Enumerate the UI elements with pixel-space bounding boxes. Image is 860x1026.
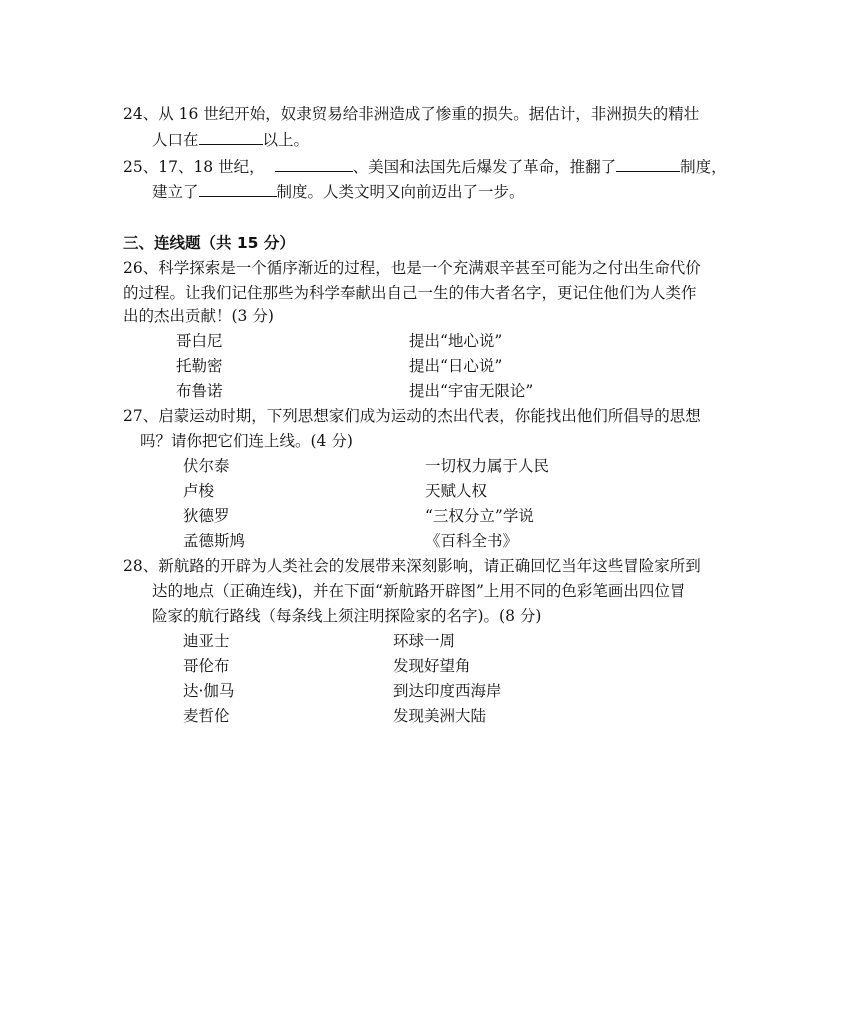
q27-right-item[interactable]: 《百科全书》 [425,532,519,550]
section-3-title: 三、连线题（共 15 分） [123,234,295,252]
q25-text-d: 建立了 [152,183,199,201]
q27-left-item[interactable]: 孟德斯鸠 [183,532,246,550]
q24-text-b: 以上。 [262,131,310,149]
q24-line-1: 24、从 16 世纪开始，奴隶贸易给非洲造成了惨重的损失。据估计，非洲损失的精壮 [123,105,700,123]
q25-blank-2[interactable] [616,155,680,172]
q27-line-2: 吗？请你把它们连上线。(4 分) [140,432,353,450]
q25-blank-1[interactable] [275,155,353,172]
q25-text-e: 制度。人类文明又向前迈出了一步。 [276,183,525,201]
q28-right-item[interactable]: 到达印度西海岸 [393,682,502,700]
q27-left-item[interactable]: 伏尔泰 [183,457,230,475]
q28-line-2: 达的地点（正确连线)，并在下面“新航路开辟图”上用不同的色彩笔画出四位冒 [152,582,686,600]
q26-right-item[interactable]: 提出“地心说” [409,332,503,350]
q25-text-b: 、美国和法国先后爆发了革命，推翻了 [352,158,617,176]
q28-line-1: 28、新航路的开辟为人类社会的发展带来深刻影响，请正确回忆当年这些冒险家所到 [123,557,701,575]
q28-left-item[interactable]: 哥伦布 [183,657,230,675]
q24-line-2 [152,128,309,151]
q27-right-item[interactable]: 天赋人权 [425,482,488,500]
q28-left-item[interactable]: 达·伽马 [183,682,235,700]
q26-line-3: 出的杰出贡献！(3 分) [123,307,274,325]
q25-line-2 [152,180,525,203]
q26-right-item[interactable]: 提出“日心说” [409,357,503,375]
q25-text-a: 25、17、18 世纪， [123,158,265,176]
q28-right-item[interactable]: 发现美洲大陆 [393,707,487,725]
q27-right-item[interactable]: “三权分立”学说 [425,507,534,525]
q26-left-item[interactable]: 哥白尼 [176,332,223,350]
q28-right-item[interactable]: 发现好望角 [393,657,471,675]
q26-left-item[interactable]: 托勒密 [176,357,223,375]
q25-blank-3[interactable] [199,180,277,197]
q25-text-c: 制度， [680,158,727,176]
q24-text-a: 人口在 [152,131,199,149]
q26-right-item[interactable]: 提出“宇宙无限论” [409,382,534,400]
q27-left-item[interactable]: 卢梭 [183,482,215,500]
q28-left-item[interactable]: 迪亚士 [183,632,230,650]
q26-line-1: 26、科学探索是一个循序渐近的过程，也是一个充满艰辛甚至可能为之付出生命代价 [123,259,701,277]
q27-right-item[interactable]: 一切权力属于人民 [425,457,550,475]
q28-right-item[interactable]: 环球一周 [393,632,456,650]
q25-line-1 [123,155,727,178]
q27-left-item[interactable]: 狄德罗 [183,507,230,525]
q28-left-item[interactable]: 麦哲伦 [183,707,230,725]
q26-left-item[interactable]: 布鲁诺 [176,382,223,400]
q27-line-1: 27、启蒙运动时期，下列思想家们成为运动的杰出代表，你能找出他们所倡导的思想 [123,407,701,425]
q24-blank-1[interactable] [199,128,263,145]
q26-line-2: 的过程。让我们记住那些为科学奉献出自己一生的伟大者名字，更记住他们为人类作 [123,284,697,302]
q28-line-3: 险家的航行路线（每条线上须注明探险家的名字)。(8 分) [152,607,542,625]
